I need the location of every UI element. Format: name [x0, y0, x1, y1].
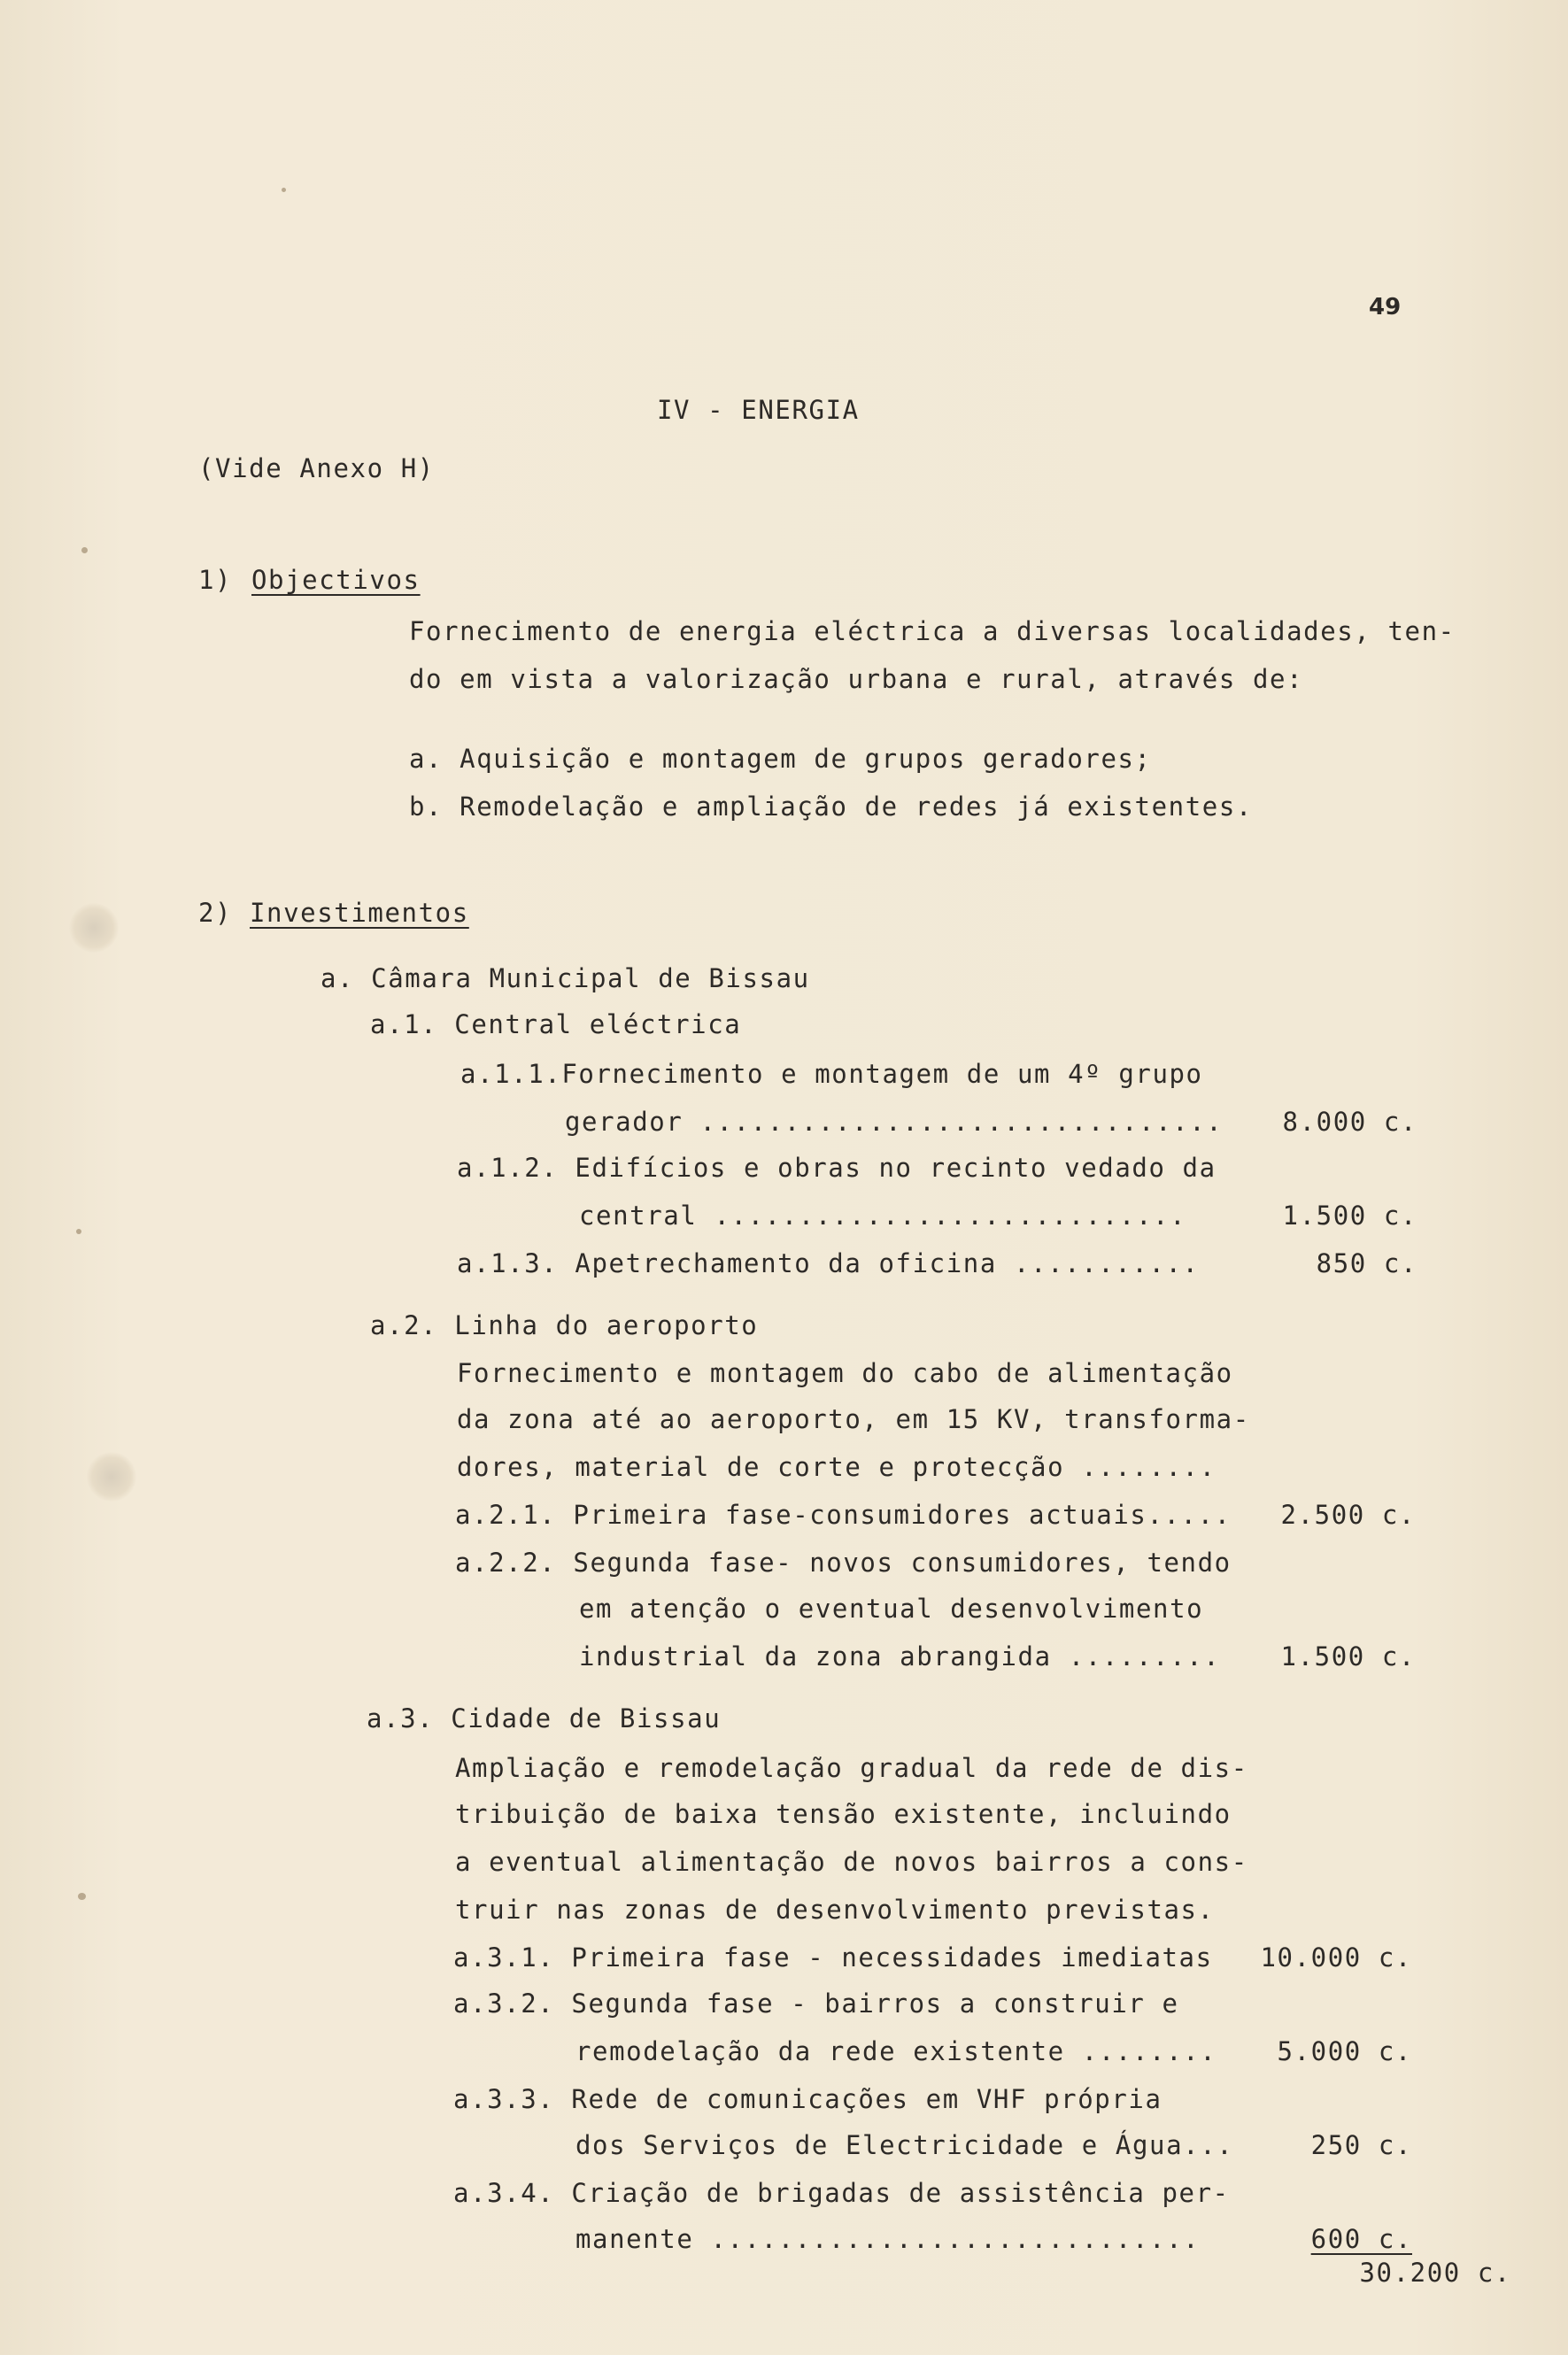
subsection-label-a1: a.1. Central eléctrica: [370, 1009, 742, 1039]
line-item-text: a.3.2. Segunda fase - bairros a construir e: [453, 1988, 1179, 2019]
line-item-text: a.2.2. Segunda fase- novos consumidores, tendo: [455, 1548, 1232, 1578]
section-heading-investments: Investimentos: [250, 898, 469, 928]
line-item-amount: 600 c.: [1310, 2224, 1412, 2254]
line-item-amount: 1.500 c.: [1282, 1201, 1417, 1231]
line-item-amount: 850 c.: [1316, 1248, 1417, 1278]
subsection-description-line: Ampliação e remodelação gradual da rede de dis-: [455, 1753, 1248, 1783]
line-item-text: a.3.4. Criação de brigadas de assistência per-: [453, 2178, 1230, 2208]
subsection-description-line: a eventual alimentação de novos bairros a cons-: [455, 1847, 1248, 1877]
line-item-amount: 5.000 c.: [1277, 2036, 1412, 2066]
line-item-amount: 8.000 c.: [1282, 1107, 1417, 1137]
line-item-text: remodelação da rede existente ........: [575, 2036, 1217, 2066]
line-item-text: a.3.3. Rede de comunicações em VHF própria: [453, 2084, 1162, 2114]
section-number-objectives: 1): [198, 565, 233, 595]
page-title: IV - ENERGIA: [657, 395, 860, 425]
investment-entity: a. Câmara Municipal de Bissau: [321, 963, 810, 993]
investment-total: 30.200 c.: [1359, 2258, 1511, 2288]
annex-reference: (Vide Anexo H): [198, 453, 435, 483]
line-item-text: a.1.3. Apetrechamento da oficina ...........: [457, 1248, 1200, 1278]
line-item-text: industrial da zona abrangida .........: [579, 1641, 1221, 1672]
page-number: 49: [1369, 294, 1402, 320]
line-item-text: a.2.1. Primeira fase-consumidores actuais.....: [455, 1500, 1232, 1530]
subsection-description-line: dores, material de corte e protecção ........: [457, 1452, 1217, 1482]
subsection-label-a3: a.3. Cidade de Bissau: [367, 1703, 722, 1733]
subsection-description-line: truir nas zonas de desenvolvimento previstas.: [455, 1895, 1215, 1925]
punch-hole-bottom: [87, 1452, 136, 1502]
subsection-label-a2: a.2. Linha do aeroporto: [370, 1310, 759, 1340]
paper-speck: [282, 188, 286, 192]
punch-hole-top: [69, 903, 119, 953]
line-item-amount: 250 c.: [1310, 2130, 1412, 2160]
paper-speck: [78, 1893, 86, 1900]
line-item-text: a.1.1.Fornecimento e montagem de um 4º grupo: [460, 1059, 1203, 1089]
line-item-text: a.1.2. Edifícios e obras no recinto vedado da: [457, 1153, 1217, 1183]
section-heading-objectives: Objectivos: [251, 565, 421, 595]
objectives-intro-line: Fornecimento de energia eléctrica a diversas localidades, ten-: [409, 616, 1456, 646]
line-item-text: a.3.1. Primeira fase - necessidades imediatas: [453, 1942, 1213, 1973]
subsection-description-line: da zona até ao aeroporto, em 15 KV, transforma-: [457, 1404, 1250, 1434]
line-item-text: dos Serviços de Electricidade e Água...: [575, 2130, 1234, 2160]
line-item-text: central ............................: [579, 1201, 1187, 1231]
objectives-item: b. Remodelação e ampliação de redes já existentes.: [409, 791, 1253, 822]
line-item-amount: 10.000 c.: [1260, 1942, 1412, 1973]
subsection-description-line: Fornecimento e montagem do cabo de alimentação: [457, 1358, 1233, 1388]
section-number-investments: 2): [198, 898, 233, 928]
line-item-text: manente .............................: [575, 2224, 1201, 2254]
paper-speck: [76, 1229, 81, 1234]
objectives-intro-line: do em vista a valorização urbana e rural, através de:: [409, 664, 1304, 694]
subsection-description-line: tribuição de baixa tensão existente, incluindo: [455, 1799, 1232, 1829]
line-item-amount: 1.500 c.: [1280, 1641, 1416, 1672]
line-item-text: em atenção o eventual desenvolvimento: [579, 1594, 1204, 1624]
objectives-item: a. Aquisição e montagem de grupos geradores;: [409, 744, 1152, 774]
paper-speck: [81, 547, 88, 553]
line-item-text: gerador ...............................: [565, 1107, 1224, 1137]
line-item-amount: 2.500 c.: [1280, 1500, 1416, 1530]
